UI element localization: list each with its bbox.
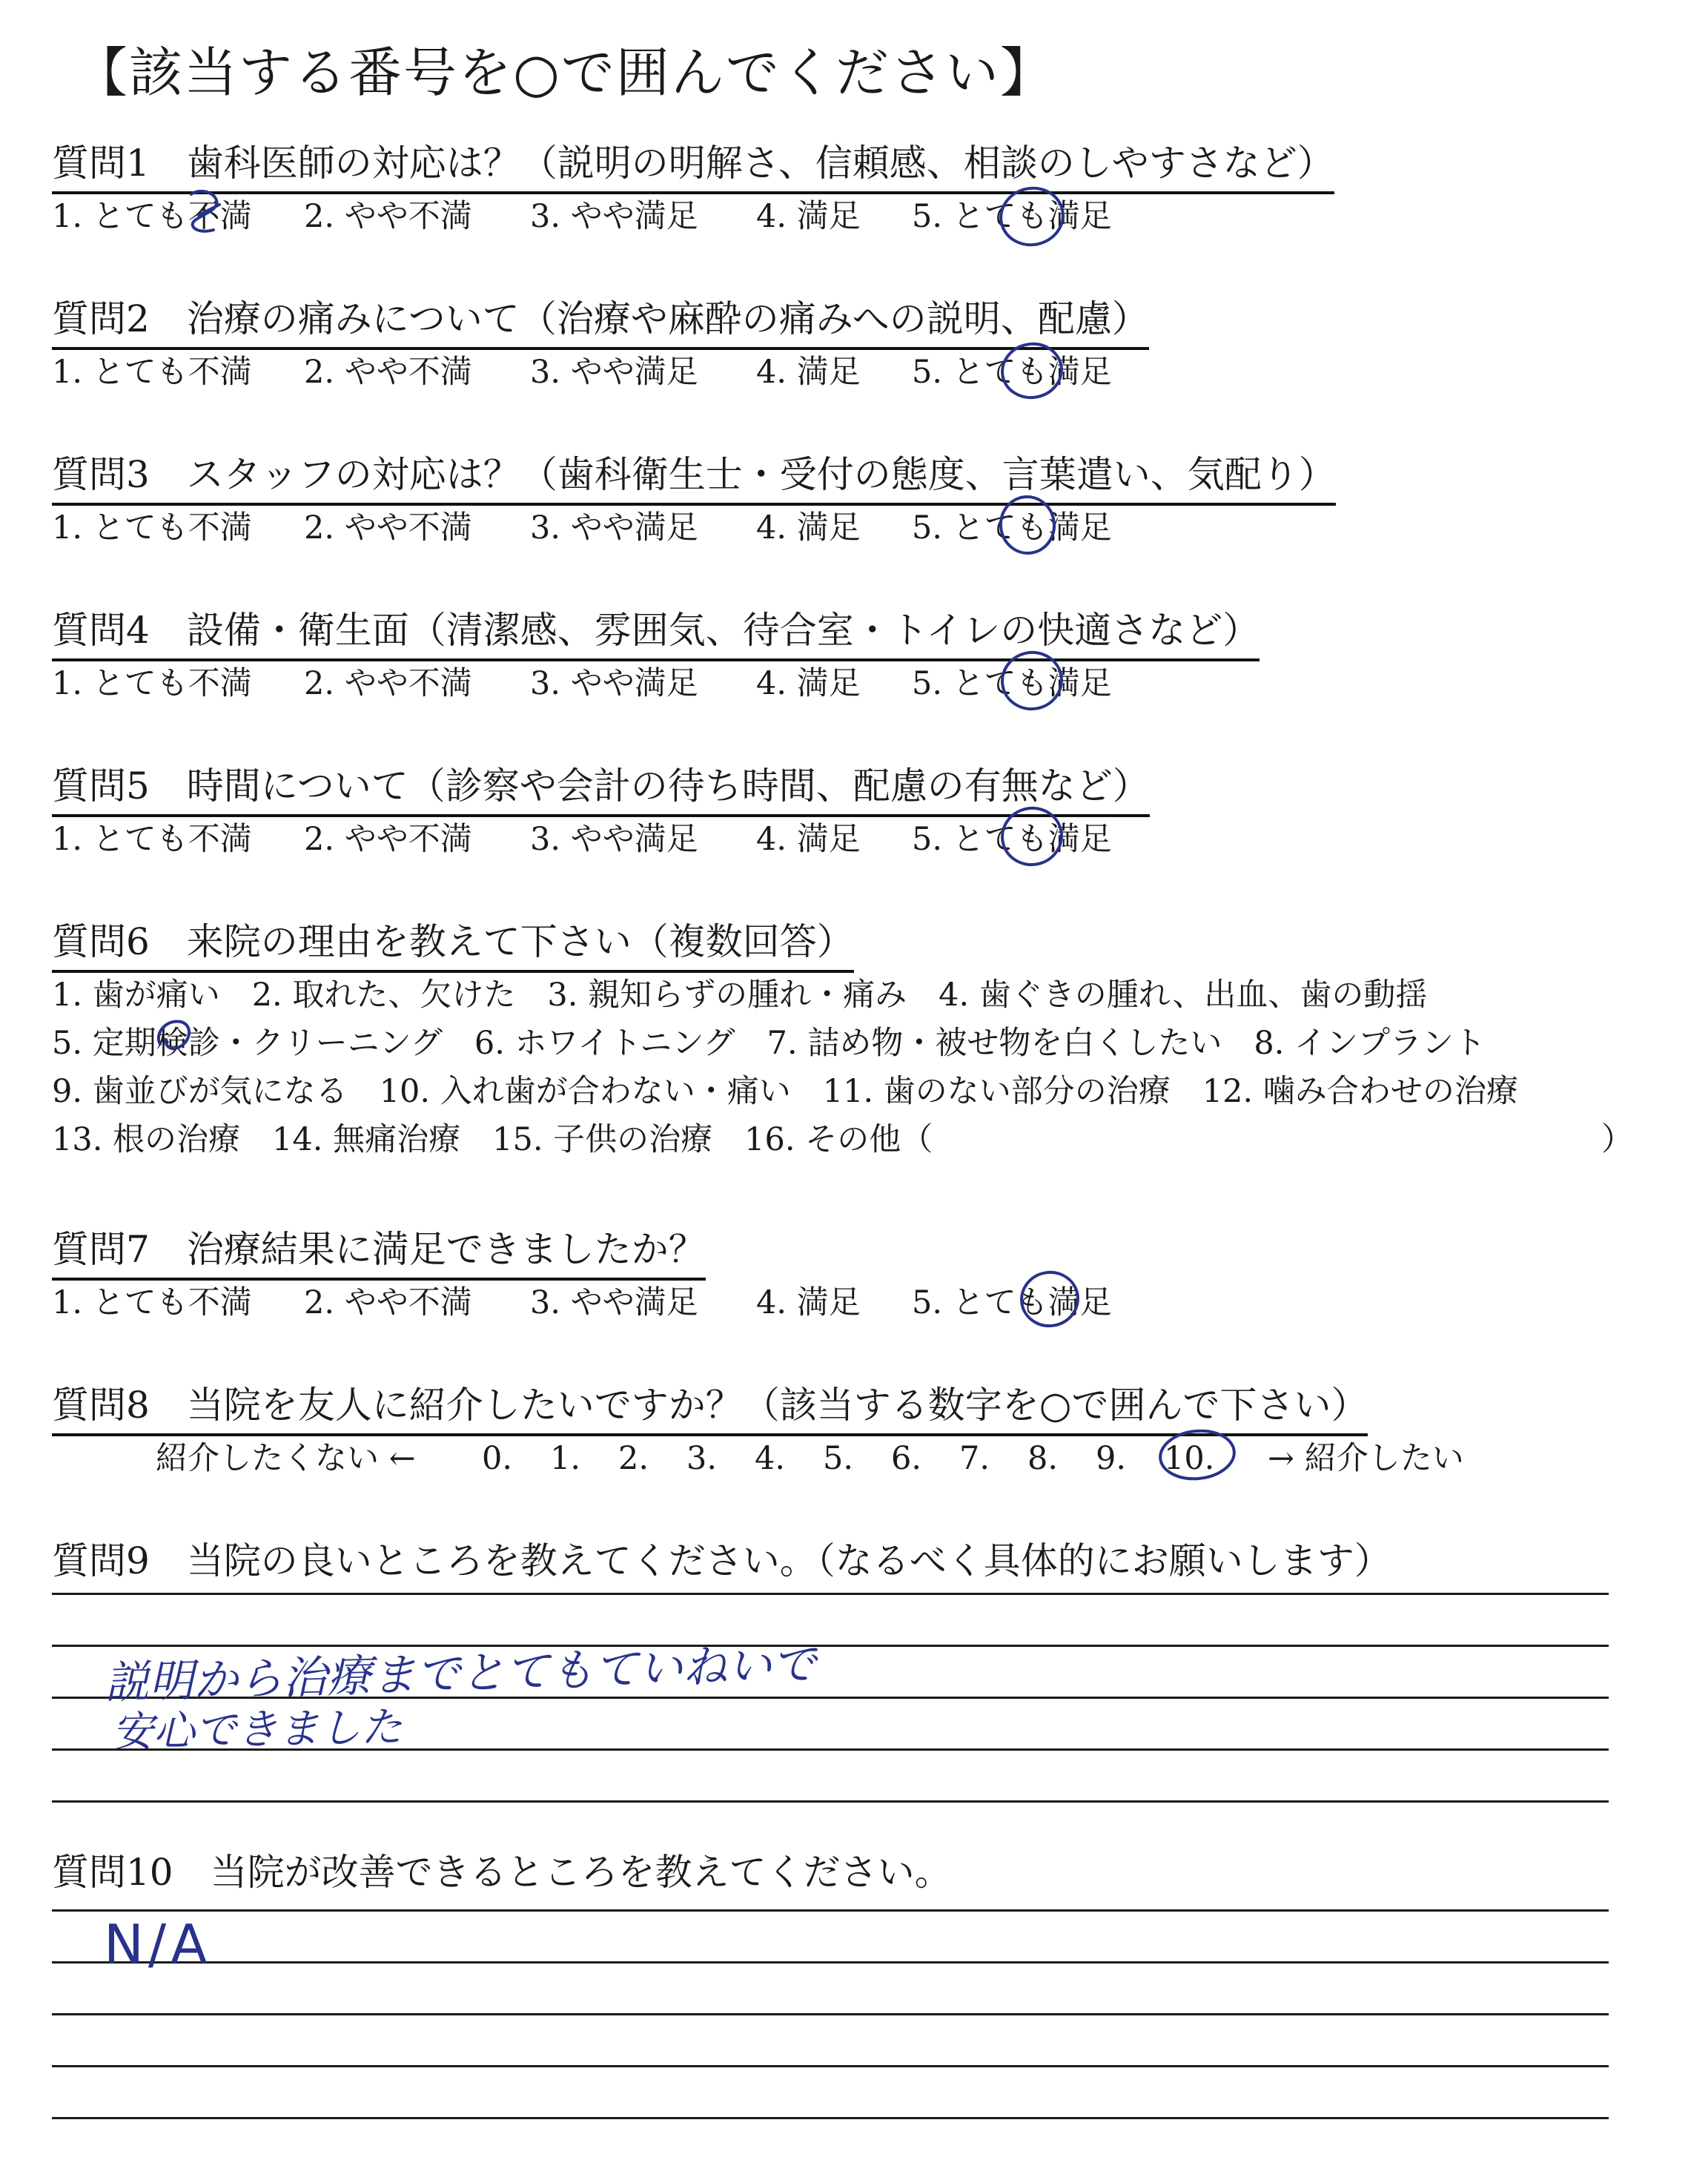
q5-option-3[interactable]: 3. やや満足 (530, 821, 698, 858)
answer-line (52, 1961, 1609, 1964)
q8-score-10[interactable]: 10. (1164, 1440, 1215, 1477)
q7-option-4[interactable]: 4. 満足 (756, 1284, 861, 1321)
q4-option-1[interactable]: 1. とても不満 (52, 665, 252, 702)
q8-score-2[interactable]: 2. (618, 1440, 649, 1477)
q7-option-2[interactable]: 2. やや不満 (304, 1284, 472, 1321)
question-6-heading: 質問6 来院の理由を教えて下さい（複数回答） (52, 912, 854, 973)
question-4-heading: 質問4 設備・衛生面（清潔感、雰囲気、待合室・トイレの快適さなど） (52, 601, 1260, 661)
q10-handwritten-answer[interactable]: N/A (104, 1913, 212, 1975)
question-9-heading: 質問9 当院の良いところを教えてください。（なるべく具体的にお願いします） (52, 1539, 1391, 1582)
question-1-heading: 質問1 歯科医師の対応は？（説明の明解さ、信頼感、相談のしやすさなど） (52, 133, 1334, 194)
q6-other-close-paren: ） (1601, 1121, 1633, 1158)
q2-option-2[interactable]: 2. やや不満 (304, 354, 472, 391)
question-3-heading: 質問3 スタッフの対応は？（歯科衛生士・受付の態度、言葉遣い、気配り） (52, 445, 1336, 506)
answer-line (52, 2065, 1609, 2067)
q8-score-9[interactable]: 9. (1096, 1440, 1127, 1477)
answer-line (52, 1593, 1609, 1595)
question-4-options (52, 658, 1112, 704)
q3-option-3[interactable]: 3. やや満足 (530, 509, 698, 546)
q3-option-1[interactable]: 1. とても不満 (52, 509, 252, 546)
q2-option-4[interactable]: 4. 満足 (756, 354, 861, 391)
q1-option-1[interactable]: 1. とても不満 (52, 198, 252, 235)
q8-score-4[interactable]: 4. (755, 1440, 786, 1477)
q6-options-row-4[interactable]: 13. 根の治療 14. 無痛治療 15. 子供の治療 16. その他（ (52, 1121, 933, 1158)
answer-line (52, 2117, 1609, 2119)
q8-score-3[interactable]: 3. (686, 1440, 718, 1477)
q5-option-1[interactable]: 1. とても不満 (52, 821, 252, 858)
q1-option-2[interactable]: 2. やや不満 (304, 198, 472, 235)
question-1-options (52, 191, 1112, 237)
q2-option-1[interactable]: 1. とても不満 (52, 354, 252, 391)
q4-option-3[interactable]: 3. やや満足 (530, 665, 698, 702)
question-2-options (52, 347, 1112, 392)
q6-options-row-1[interactable]: 1. 歯が痛い 2. 取れた、欠けた 3. 親知らずの腫れ・痛み 4. 歯ぐきの腫れ、出血、歯の動揺 (52, 977, 1428, 1014)
q9-handwritten-answer-line-1[interactable]: 説明から治療までとてもていねいで (104, 1638, 817, 1709)
q4-option-4[interactable]: 4. 満足 (756, 665, 861, 702)
q8-score-0[interactable]: 0. (482, 1440, 513, 1477)
q8-score-6[interactable]: 6. (891, 1440, 922, 1477)
q3-option-4[interactable]: 4. 満足 (756, 509, 861, 546)
q6-options-row-3[interactable]: 9. 歯並びが気になる 10. 入れ歯が合わない・痛い 11. 歯のない部分の治療 12. 噛み合わせの治療 (52, 1073, 1518, 1110)
q7-option-5[interactable]: 5. とても満足 (912, 1284, 1112, 1321)
q6-options-row-2[interactable]: 5. 定期検診・クリーニング 6. ホワイトニング 7. 詰め物・被せ物を白くしたい 8. インプラント (52, 1025, 1486, 1062)
q8-score-8[interactable]: 8. (1027, 1440, 1059, 1477)
q8-scale (156, 1433, 1464, 1479)
q2-option-3[interactable]: 3. やや満足 (530, 354, 698, 391)
q8-left-label: 紹介したくない ← (156, 1440, 416, 1477)
form-title: 【該当する番号を○で囲んでください】 (74, 42, 1055, 104)
q8-score-1[interactable]: 1. (550, 1440, 581, 1477)
q8-score-5[interactable]: 5. (823, 1440, 854, 1477)
q3-option-2[interactable]: 2. やや不満 (304, 509, 472, 546)
question-8-heading: 質問8 当院を友人に紹介したいですか？（該当する数字を○で囲んで下さい） (52, 1375, 1368, 1436)
q5-option-5[interactable]: 5. とても満足 (912, 821, 1112, 858)
q4-option-2[interactable]: 2. やや不満 (304, 665, 472, 702)
q1-option-3[interactable]: 3. やや満足 (530, 198, 698, 235)
q5-option-2[interactable]: 2. やや不満 (304, 821, 472, 858)
q1-option-4[interactable]: 4. 満足 (756, 198, 861, 235)
answer-line (52, 1800, 1609, 1803)
question-3-options (52, 503, 1112, 548)
question-2-heading: 質問2 治療の痛みについて（治療や麻酔の痛みへの説明、配慮） (52, 289, 1149, 350)
answer-line (52, 2013, 1609, 2015)
question-7-options (52, 1278, 1112, 1323)
q4-option-5[interactable]: 5. とても満足 (912, 665, 1112, 702)
question-10-heading: 質問10 当院が改善できるところを教えてください。 (52, 1851, 952, 1894)
question-5-heading: 質問5 時間について（診察や会計の待ち時間、配慮の有無など） (52, 756, 1150, 817)
q2-option-5[interactable]: 5. とても満足 (912, 354, 1112, 391)
q7-option-1[interactable]: 1. とても不満 (52, 1284, 252, 1321)
q3-option-5[interactable]: 5. とても満足 (912, 509, 1112, 546)
question-7-heading: 質問7 治療結果に満足できましたか？ (52, 1220, 706, 1281)
q8-score-7[interactable]: 7. (959, 1440, 990, 1477)
q7-option-3[interactable]: 3. やや満足 (530, 1284, 698, 1321)
question-5-options (52, 814, 1112, 859)
q9-handwritten-answer-line-2[interactable]: 安心できました (111, 1703, 403, 1757)
q8-right-label: → 紹介したい (1268, 1440, 1464, 1477)
q1-option-5[interactable]: 5. とても満足 (912, 198, 1112, 235)
q5-option-4[interactable]: 4. 満足 (756, 821, 861, 858)
answer-line (52, 1909, 1609, 1912)
